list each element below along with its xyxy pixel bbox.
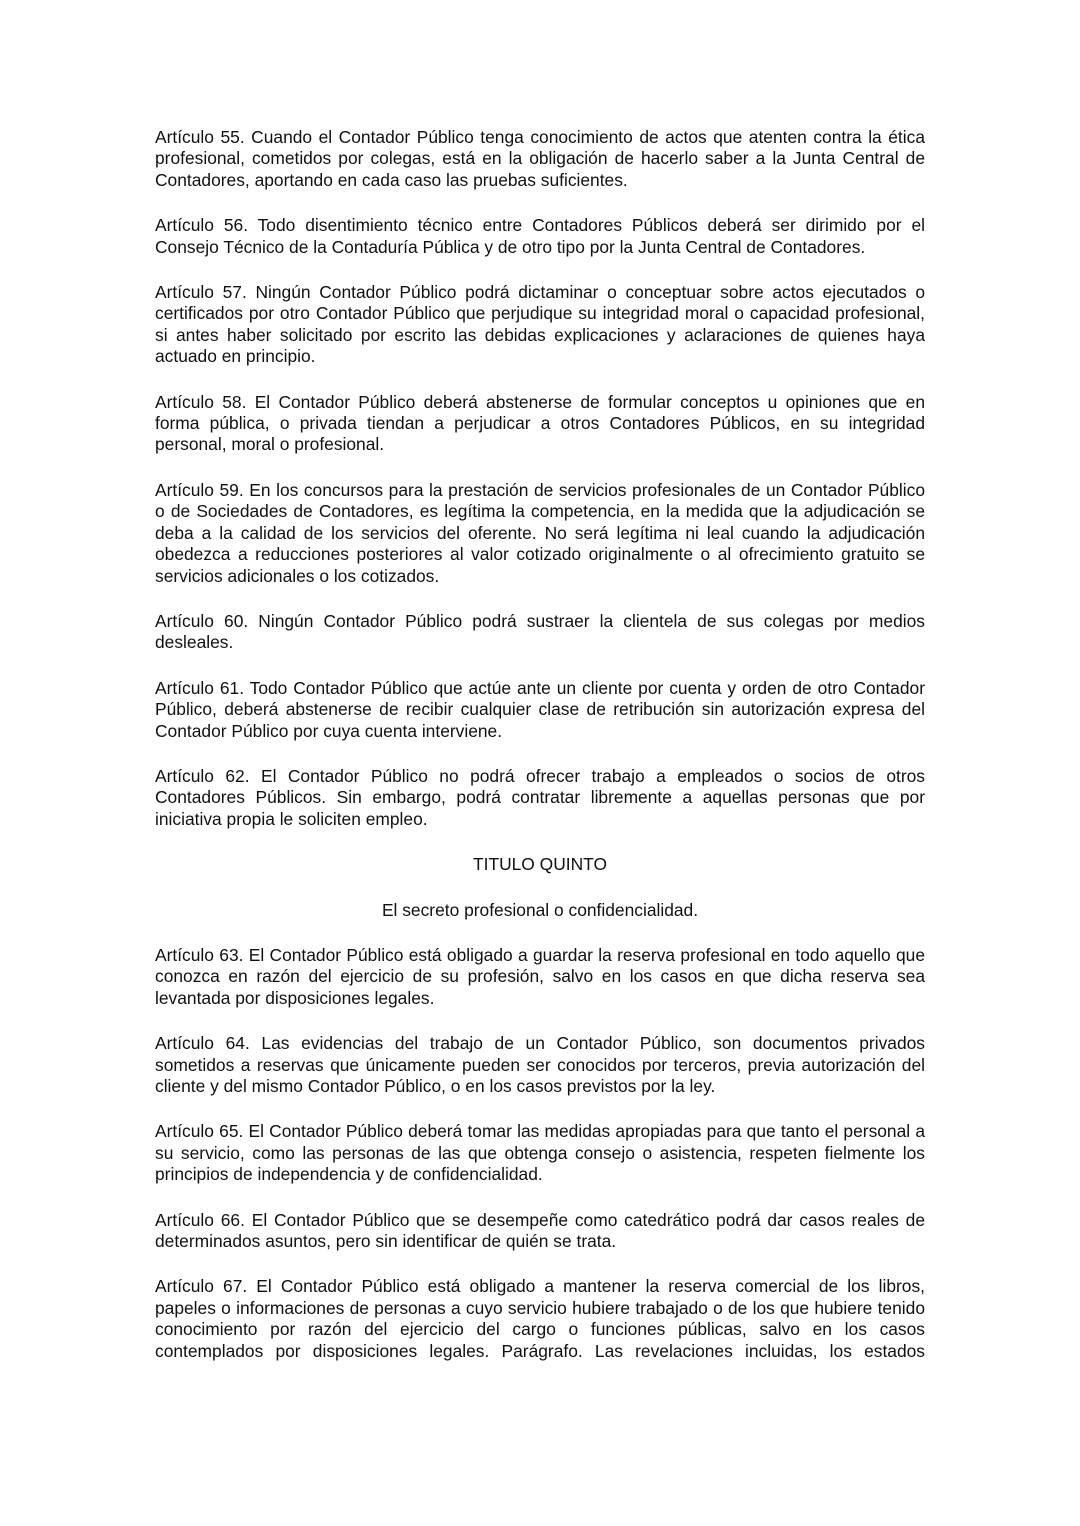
article-66: Artículo 66. El Contador Público que se desempeñe como catedrático podrá dar casos reales de determinados asuntos, pero sin identificar de quién se trata. bbox=[155, 1209, 925, 1252]
article-55: Artículo 55. Cuando el Contador Público tenga conocimiento de actos que atenten contra la ética profesional, cometidos por colegas, está en la obligación de hacerlo saber a la Junta Central de Contadores, aportando en cada caso las pruebas suficientes. bbox=[155, 127, 925, 190]
section-title: TITULO QUINTO bbox=[473, 854, 607, 875]
article-56: Artículo 56. Todo disentimiento técnico entre Contadores Públicos deberá ser dirimido por el Consejo Técnico de la Contaduría Pública y de otro tipo por la Junta Central de Contadores. bbox=[155, 215, 925, 257]
article-65: Artículo 65. El Contador Público deberá tomar las medidas apropiadas para que tanto el personal a su servicio, como las personas de las que obtenga consejo o asistencia, respeten fielmente los principios de independencia y de confidencialidad. bbox=[155, 1121, 925, 1185]
article-62: Artículo 62. El Contador Público no podrá ofrecer trabajo a empleados o socios de otros Contadores Públicos. Sin embargo, podrá contratar libremente a aquellas personas que por iniciativa propia le soliciten empleo. bbox=[155, 765, 925, 829]
article-67: Artículo 67. El Contador Público está obligado a mantener la reserva comercial de los libros, papeles o informaciones de personas a cuyo servicio hubiere trabajado o de los que hubiere tenido conocimiento por razón del ejercicio del cargo o funciones públicas, salvo en los casos contemplados por disposiciones legales. Parágrafo. Las revelaciones incluidas, los estados bbox=[155, 1276, 925, 1361]
section-subtitle: El secreto profesional o confidencialidad. bbox=[381, 899, 699, 920]
article-58: Artículo 58. El Contador Público deberá abstenerse de formular conceptos u opiniones que en forma pública, o privada tiendan a perjudicar a otros Contadores Públicos, en su integridad personal, moral o profesional. bbox=[155, 391, 925, 455]
article-57: Artículo 57. Ningún Contador Público podrá dictaminar o conceptuar sobre actos ejecutados o certificados por otro Contador Público que perjudique su integridad moral o capacidad profesional, si antes haber solicitado por escrito las debidas explicaciones y aclaraciones de quienes haya actuado en principio. bbox=[155, 282, 925, 367]
article-60: Artículo 60. Ningún Contador Público podrá sustraer la clientela de sus colegas por medios desleales. bbox=[155, 610, 925, 653]
article-64: Artículo 64. Las evidencias del trabajo de un Contador Público, son documentos privados sometidos a reservas que únicamente pueden ser conocidos por terceros, previa autorización del cliente y del mismo Contador Público, o en los casos previstos por la ley. bbox=[155, 1033, 925, 1096]
article-59: Artículo 59. En los concursos para la prestación de servicios profesionales de un Contador Público o de Sociedades de Contadores, es legítima la competencia, en la medida que la adjudicación se deba a la calidad de los servicios del oferente. No será legítima ni leal cuando la adjudicación obedezca a reducciones posteriores al valor cotizado originalmente o al ofrecimiento gratuito se servicios adicionales o los cotizados. bbox=[155, 479, 925, 586]
article-61: Artículo 61. Todo Contador Público que actúe ante un cliente por cuenta y orden de otro Contador Público, deberá abstenerse de recibir cualquier clase de retribución sin autorización expresa del Contador Público por cuya cuenta interviene. bbox=[155, 677, 925, 741]
document-page bbox=[155, 127, 925, 1386]
article-63: Artículo 63. El Contador Público está obligado a guardar la reserva profesional en todo aquello que conozca en razón del ejercicio de su profesión, salvo en los casos en que dicha reserva sea levantada por disposiciones legales. bbox=[155, 944, 925, 1008]
